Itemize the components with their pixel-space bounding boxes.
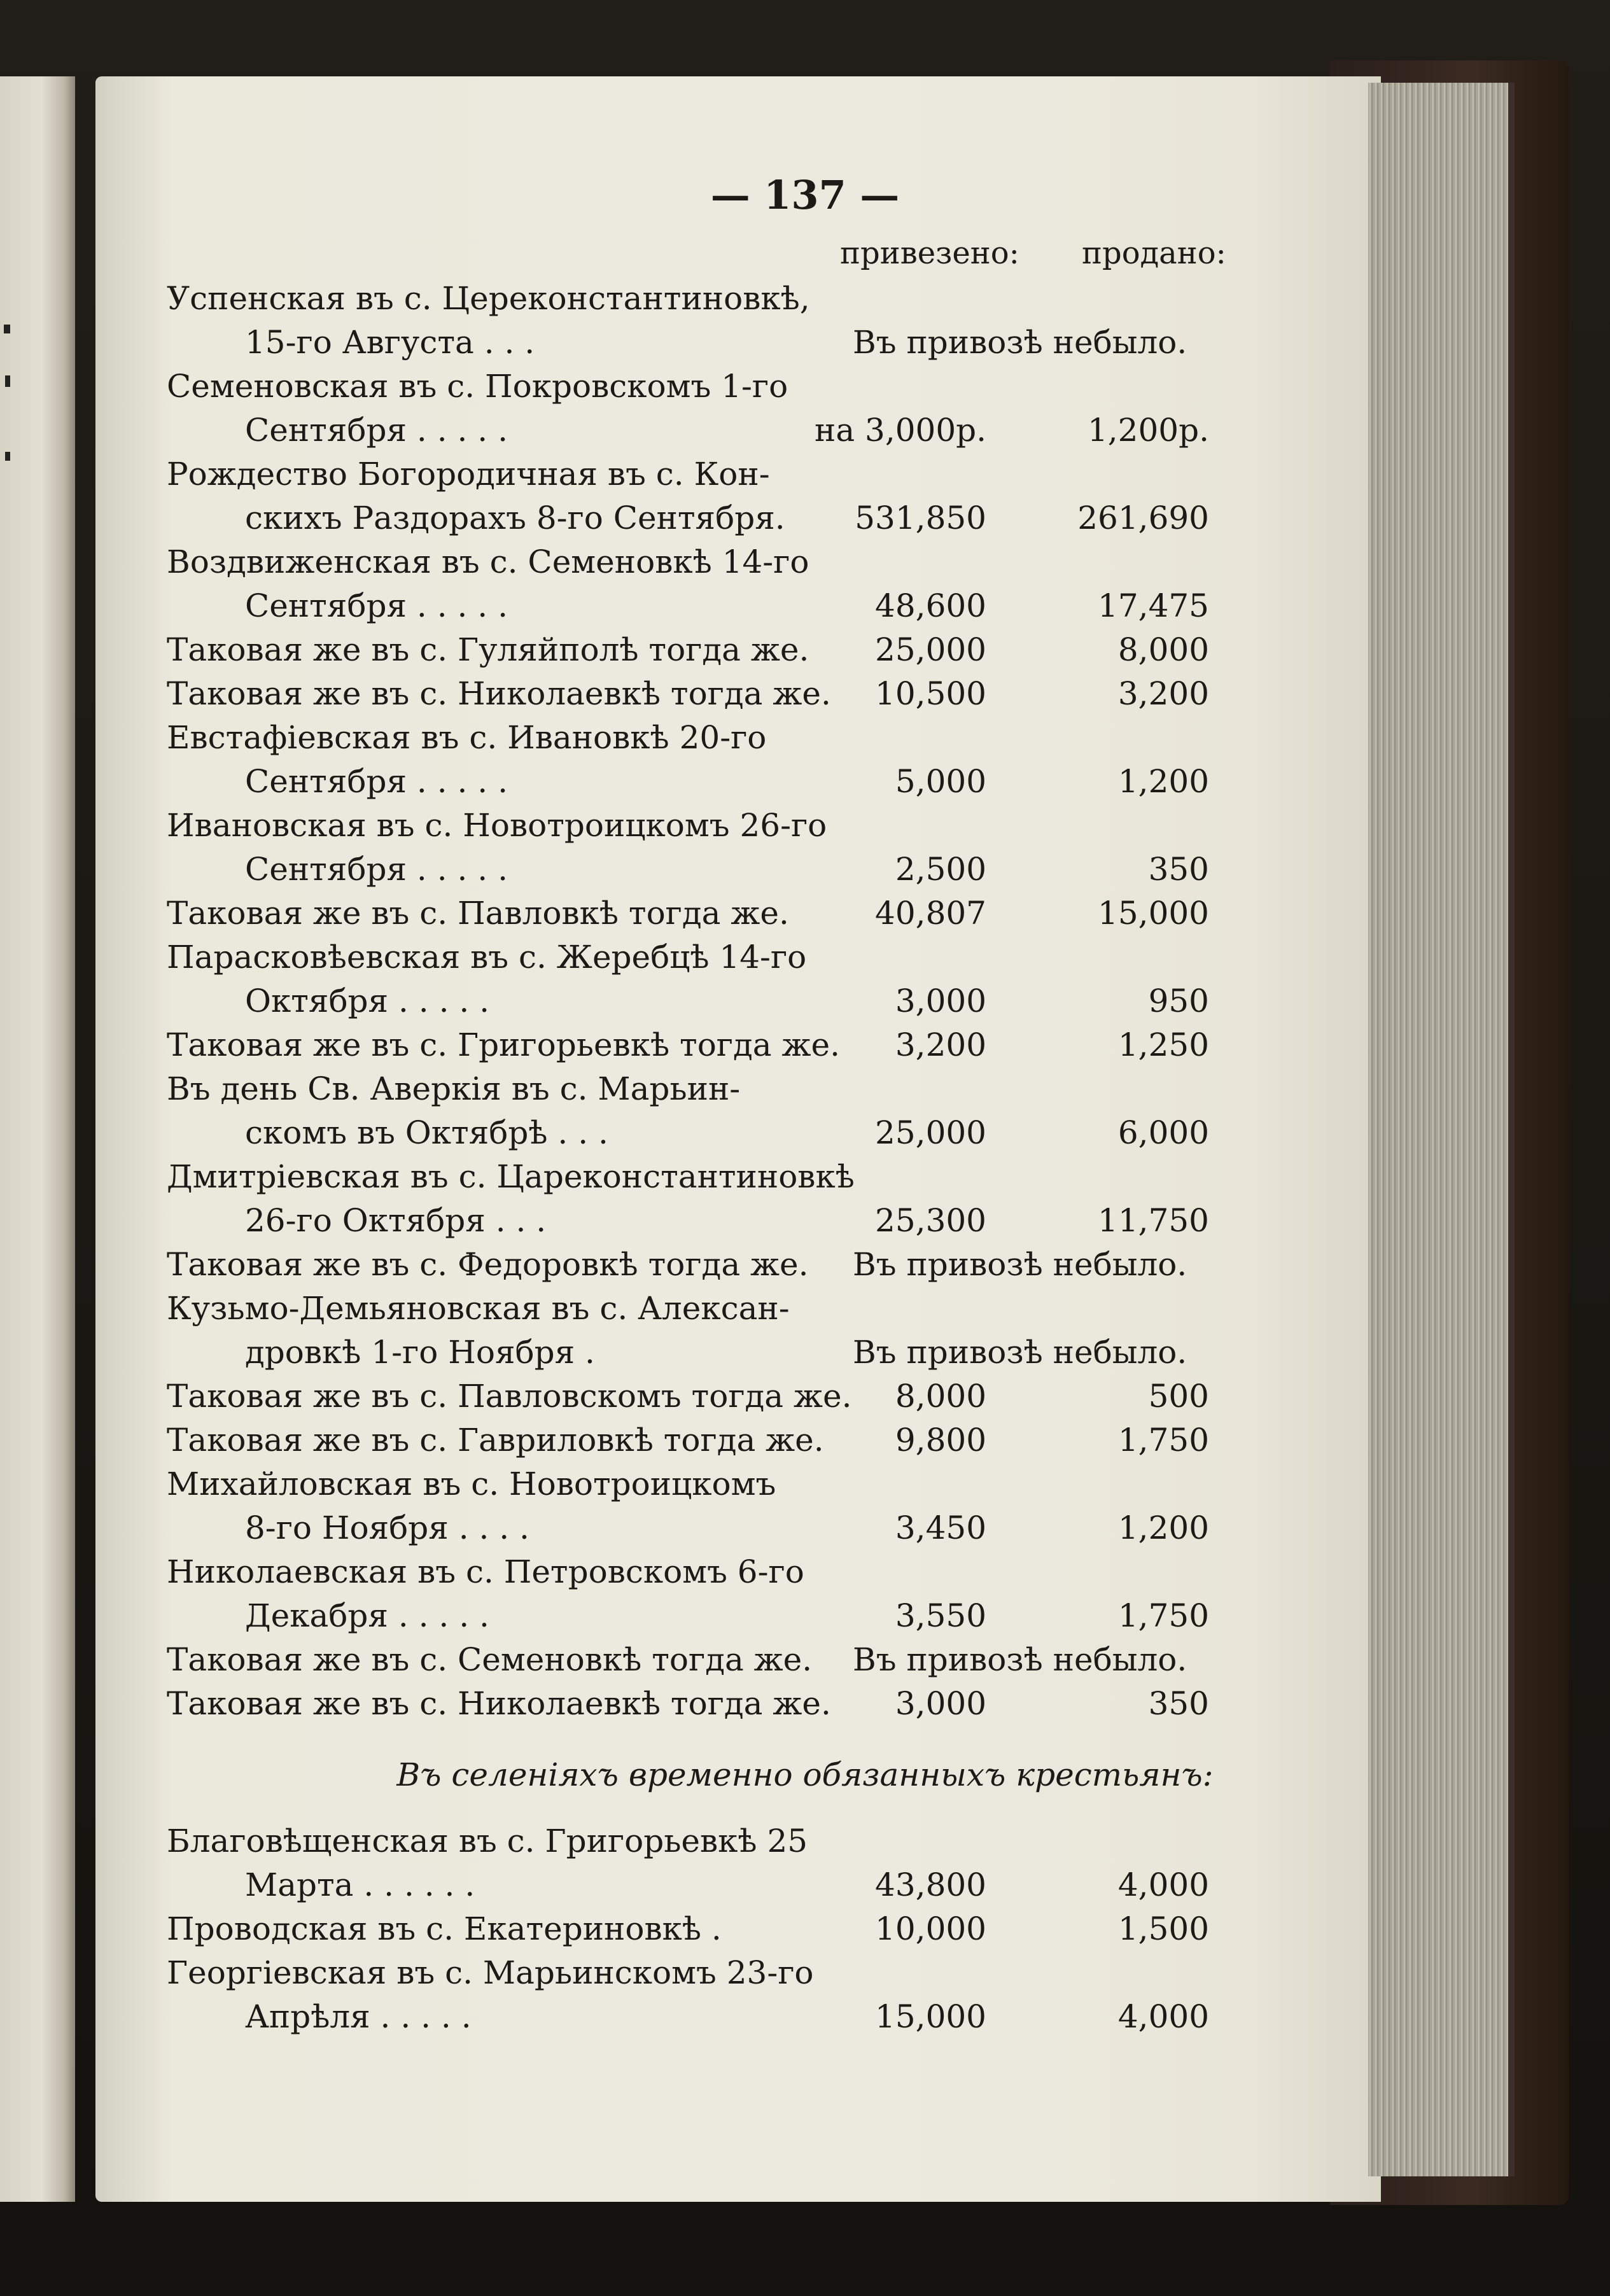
entry-line-continued: скихъ Раздорахъ 8-го Сентября. (245, 500, 785, 536)
brought-value: 3,550 (895, 1597, 986, 1634)
entry-line: Въ день Св. Аверкія въ с. Марьин- (167, 1070, 741, 1107)
column-header-brought: привезено: (840, 235, 1019, 271)
entry-line: Михайловская въ с. Новотроицкомъ (167, 1466, 776, 1502)
sold-value: 15,000 (1098, 895, 1209, 932)
entry-line-continued: Декабря . . . . . (245, 1597, 489, 1634)
entry-line: Парасковѣевская въ с. Жеребцѣ 14-го (167, 939, 807, 976)
entry-line: Успенская въ с. Цереконстантиновкѣ, (167, 280, 810, 317)
entry-line: Проводская въ с. Екатериновкѣ . (167, 1910, 722, 1947)
sold-value: 1,200 (1117, 1509, 1209, 1546)
brought-value: 3,000 (895, 1685, 986, 1722)
entry-line-continued: Марта . . . . . . (245, 1866, 475, 1903)
brought-value: 25,300 (875, 1202, 986, 1239)
entry-line-continued: Сентября . . . . . (245, 763, 508, 800)
brought-value: 15,000 (875, 1998, 986, 2035)
no-import-note: Въ привозѣ небыло. (853, 1334, 1187, 1371)
entry-line-continued: скомъ въ Октябрѣ . . . (245, 1114, 608, 1151)
brought-value: на 3,000р. (815, 412, 987, 449)
entry-line-continued: 15-го Августа . . . (245, 324, 535, 361)
entry-line: Таковая же въ с. Гуляйполѣ тогда же. (167, 631, 809, 668)
sold-value: 6,000 (1117, 1114, 1209, 1151)
brought-value: 8,000 (895, 1378, 986, 1415)
entry-line: Благовѣщенская въ с. Григорьевкѣ 25 (167, 1823, 808, 1859)
entry-line-continued: Октября . . . . . (245, 983, 490, 1019)
sold-value: 500 (1148, 1378, 1209, 1415)
brought-value: 25,000 (875, 1114, 986, 1151)
sold-value: 950 (1148, 983, 1209, 1019)
brought-value: 3,200 (895, 1026, 986, 1063)
entry-line-continued: 26-го Октября . . . (245, 1202, 547, 1239)
column-header-sold: продано: (1082, 235, 1226, 271)
entry-line: Таковая же въ с. Павловкѣ тогда же. (167, 895, 789, 932)
brought-value: 25,000 (875, 631, 986, 668)
brought-value: 10,000 (875, 1910, 986, 1947)
sold-value: 1,750 (1117, 1597, 1209, 1634)
entry-line-continued: Сентября . . . . . (245, 412, 508, 449)
page-number: — 137 — (710, 172, 900, 218)
sold-value: 261,690 (1077, 500, 1209, 536)
sold-value: 1,750 (1117, 1422, 1209, 1459)
brought-value: 3,450 (895, 1509, 986, 1546)
entry-line: Таковая же въ с. Гавриловкѣ тогда же. (167, 1422, 824, 1459)
sold-value: 4,000 (1117, 1998, 1209, 2035)
entry-line: Кузьмо-Демьяновская въ с. Алексан- (167, 1290, 790, 1327)
entry-line: Семеновская въ с. Покровскомъ 1-го (167, 368, 788, 405)
sold-value: 4,000 (1117, 1866, 1209, 1903)
entry-line: Таковая же въ с. Григорьевкѣ тогда же. (167, 1026, 840, 1063)
sold-value: 11,750 (1098, 1202, 1209, 1239)
entry-line-continued: дровкѣ 1-го Ноября . (245, 1334, 595, 1371)
entry-line: Евстафіевская въ с. Ивановкѣ 20-го (167, 719, 767, 756)
sold-value: 350 (1148, 1685, 1209, 1722)
no-import-note: Въ привозѣ небыло. (853, 1641, 1187, 1678)
entry-line: Николаевская въ с. Петровскомъ 6-го (167, 1553, 804, 1590)
brought-value: 48,600 (875, 587, 986, 624)
entry-line: Таковая же въ с. Николаевкѣ тогда же. (167, 1685, 831, 1722)
sold-value: 1,500 (1117, 1910, 1209, 1947)
entry-line-continued: Сентября . . . . . (245, 587, 508, 624)
entry-line: Дмитріевская въ с. Цареконстантиновкѣ (167, 1158, 855, 1195)
sold-value: 1,200 (1117, 763, 1209, 800)
sold-value: 3,200 (1117, 675, 1209, 712)
entry-line: Ивановская въ с. Новотроицкомъ 26-го (167, 807, 827, 844)
no-import-note: Въ привозѣ небыло. (853, 324, 1187, 361)
entry-line: Таковая же въ с. Павловскомъ тогда же. (167, 1378, 852, 1415)
no-import-note: Въ привозѣ небыло. (853, 1246, 1187, 1283)
entry-line-continued: Апрѣля . . . . . (245, 1998, 472, 2035)
brought-value: 531,850 (855, 500, 986, 536)
brought-value: 3,000 (895, 983, 986, 1019)
entry-line-continued: Сентября . . . . . (245, 851, 508, 888)
entry-line: Воздвиженская въ с. Семеновкѣ 14-го (167, 543, 809, 580)
brought-value: 10,500 (875, 675, 986, 712)
section-title: Въ селеніяхъ временно обязанныхъ крестьянъ: (396, 1756, 1214, 1793)
sold-value: 1,200р. (1087, 412, 1209, 449)
entry-line: Рождество Богородичная въ с. Кон- (167, 456, 770, 493)
sold-value: 17,475 (1098, 587, 1209, 624)
brought-value: 9,800 (895, 1422, 986, 1459)
entry-line: Георгіевская въ с. Марьинскомъ 23-го (167, 1954, 814, 1991)
entry-line-continued: 8-го Ноября . . . . (245, 1509, 529, 1546)
brought-value: 43,800 (875, 1866, 986, 1903)
brought-value: 2,500 (895, 851, 986, 888)
entry-line: Таковая же въ с. Николаевкѣ тогда же. (167, 675, 831, 712)
sold-value: 8,000 (1117, 631, 1209, 668)
sold-value: 1,250 (1117, 1026, 1209, 1063)
sold-value: 350 (1148, 851, 1209, 888)
brought-value: 5,000 (895, 763, 986, 800)
entry-line: Таковая же въ с. Семеновкѣ тогда же. (167, 1641, 813, 1678)
entry-line: Таковая же въ с. Федоровкѣ тогда же. (167, 1246, 809, 1283)
brought-value: 40,807 (875, 895, 986, 932)
